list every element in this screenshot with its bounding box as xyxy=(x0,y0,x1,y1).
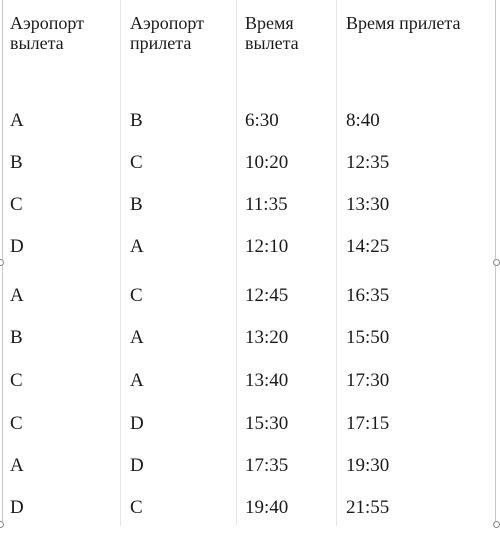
table-row xyxy=(3,285,497,327)
arrival-airport-cell: A xyxy=(130,236,144,257)
table-row xyxy=(3,455,497,497)
arrival-airport-cell: B xyxy=(130,194,143,215)
departure-airport-cell: D xyxy=(10,497,24,518)
departure-time-cell: 10:20 xyxy=(245,152,289,173)
departure-airport-cell: D xyxy=(10,236,24,257)
departure-airport-cell: A xyxy=(10,110,24,131)
table-row xyxy=(3,236,497,278)
arrival-time-cell: 15:50 xyxy=(346,327,390,348)
departure-airport-cell: B xyxy=(10,327,23,348)
arrival-time-cell: 17:15 xyxy=(346,413,390,434)
arrival-airport-cell: C xyxy=(130,497,143,518)
arrival-time-cell: 14:25 xyxy=(346,236,390,257)
departure-time-cell: 6:30 xyxy=(245,110,279,131)
header-departure-airport: Аэропорт вылета xyxy=(10,13,84,53)
departure-airport-cell: A xyxy=(10,285,24,306)
departure-time-cell: 13:20 xyxy=(245,327,289,348)
resize-handle-bottom-right[interactable] xyxy=(493,521,500,528)
table-row xyxy=(3,327,497,369)
arrival-airport-cell: C xyxy=(130,285,143,306)
departure-airport-cell: A xyxy=(10,455,24,476)
arrival-time-cell: 12:35 xyxy=(346,152,390,173)
arrival-time-cell: 21:55 xyxy=(346,497,390,518)
departure-airport-cell: C xyxy=(10,194,23,215)
arrival-airport-cell: A xyxy=(130,327,144,348)
departure-time-cell: 12:10 xyxy=(245,236,289,257)
arrival-airport-cell: D xyxy=(130,455,144,476)
arrival-time-cell: 16:35 xyxy=(346,285,390,306)
header-departure-time: Время вылета xyxy=(245,13,299,53)
flight-schedule-table xyxy=(2,0,496,526)
arrival-airport-cell: C xyxy=(130,152,143,173)
resize-handle-right[interactable] xyxy=(493,259,500,266)
table-row xyxy=(3,413,497,455)
arrival-airport-cell: A xyxy=(130,370,144,391)
arrival-time-cell: 17:30 xyxy=(346,370,390,391)
departure-time-cell: 11:35 xyxy=(245,194,288,215)
table-row xyxy=(3,110,497,152)
departure-time-cell: 13:40 xyxy=(245,370,289,391)
departure-time-cell: 12:45 xyxy=(245,285,289,306)
arrival-airport-cell: D xyxy=(130,413,144,434)
header-arrival-airport: Аэропорт прилета xyxy=(130,13,204,53)
departure-time-cell: 17:35 xyxy=(245,455,289,476)
header-arrival-time: Время прилета xyxy=(346,13,461,33)
departure-airport-cell: B xyxy=(10,152,23,173)
table-row xyxy=(3,370,497,412)
departure-time-cell: 19:40 xyxy=(245,497,289,518)
arrival-airport-cell: B xyxy=(130,110,143,131)
table-row xyxy=(3,497,497,539)
table-row xyxy=(3,152,497,194)
arrival-time-cell: 19:30 xyxy=(346,455,390,476)
arrival-time-cell: 13:30 xyxy=(346,194,390,215)
departure-airport-cell: C xyxy=(10,370,23,391)
table-row xyxy=(3,194,497,236)
departure-time-cell: 15:30 xyxy=(245,413,289,434)
departure-airport-cell: C xyxy=(10,413,23,434)
arrival-time-cell: 8:40 xyxy=(346,110,380,131)
table-header-row xyxy=(3,0,497,100)
